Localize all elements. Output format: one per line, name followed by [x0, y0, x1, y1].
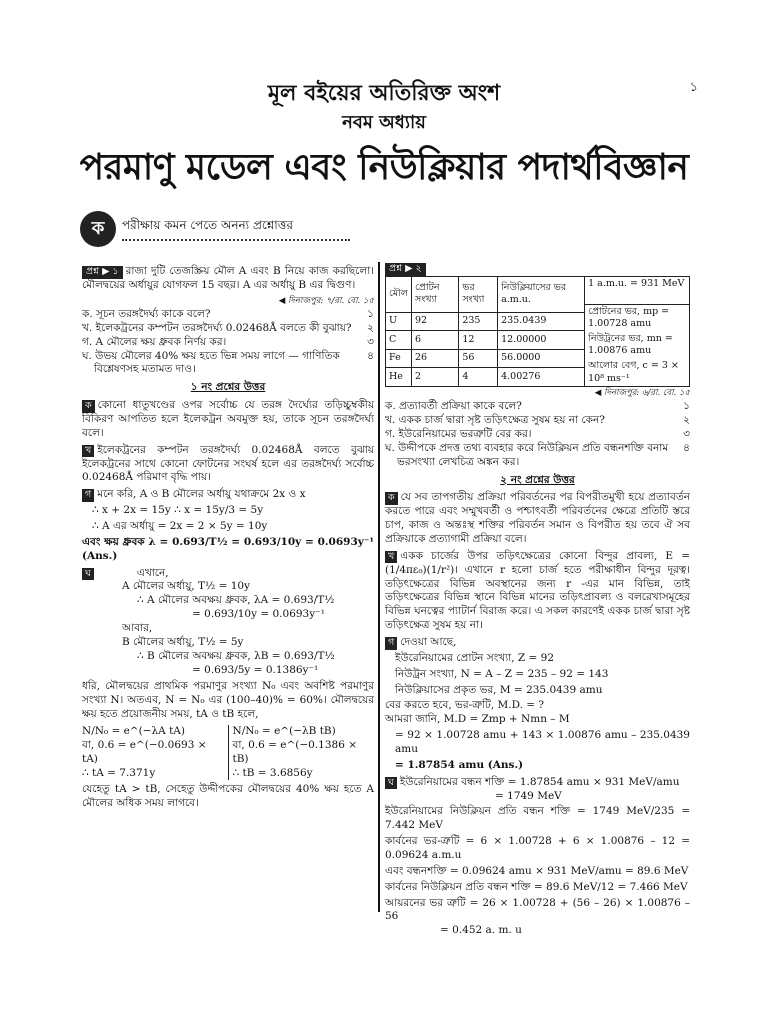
page-number: ১	[689, 80, 698, 95]
table-row: Fe 26 56 56.0000	[386, 349, 585, 368]
supertitle: মূল বইয়ের অতিরিক্ত অংশ	[267, 81, 501, 106]
q1-source: ◀ দিনাজপুর: ৭/রা. বো. ১৫	[278, 295, 374, 306]
q2-answer-gh: ঘ ইউরেনিয়ামের বন্ধন শক্তি = 1.87854 amu × 931 MeV/amu = 1749 MeV ইউরেনিয়ামের নিউক্লিয়ন প্রতি বন্ধন শক্তি = 1749 MeV/235 = 7.442 MeV কার্বনের ভর-ত্রুটি = 6 × 1.00728 + 6 × 1.00876 – 12 = 0.09624 a.m.u এবং বন্ধনশক্তি = 0.09624 amu × 931 MeV/amu = 89.6 MeV কার্বনের নিউক্লিয়ন প্রতি বন্ধন শক্তি = 89.6 MeV/12 = 7.466 MeV আয়রনের ভর ত্রুটি = 26 × 1.00728 + (56 – 26) × 1.00876 – 56 = 0.452 a. m. u	[385, 775, 690, 937]
table-row: C 6 12 12.00000	[386, 331, 585, 350]
q2-data	[385, 276, 690, 387]
q2-tag-line	[385, 262, 690, 276]
q1-stem: প্রশ্ন ▶ ১ রাজা দুটি তেজস্ক্রিয় মৌল A এবং B নিয়ে কাজ করছিলো। মৌলদ্বয়ের অর্ধায়ুর যোগফল 15 বছর। A এর অর্ধায়ু B এর দ্বিগুণ।	[82, 265, 374, 291]
q1-part: ঘ. উভয় মৌলের 40% ক্ষয় হতে ভিন্ন সময় লাগে — গাণিতিক বিশ্লেষণসহ মতামত দাও। ৪	[82, 349, 374, 376]
q2-answer-k: ক যে সব তাপগতীয় প্রক্রিয়া পরিবর্তনের পর বিপরীতমুখী হয়ে প্রত্যাবর্তন করতে পারে এবং সম্মুখবর্তী ও পশ্চাৎবর্তী পরিবর্তনের ক্ষেত্রে প্রতিটি স্তরে চাপ, কাজ ও অন্তঃস্থ শক্তির পরিবর্তন সমান ও বিপরীত হয় তবে ঐ সব প্রক্রিয়াকে প্রত্যাগামী প্রক্রিয়া বলে।	[385, 491, 690, 545]
q1-answer-k: ক কোনো ধাতুখণ্ডের ওপর সর্বোচ্চ যে তরঙ্গ দৈর্ঘ্যের তড়িচ্চুম্বকীয় বিকিরণ আপতিত হলে ইলেকট্রন অবমুক্ত হয়, তাকে সূচন তরঙ্গদৈর্ঘ্য বলে।	[82, 399, 374, 439]
q2-answer-kh: খ একক চার্জের উপর তড়িৎক্ষেত্রের কোনো বিন্দুর প্রাবল্য, E = (1/4πε₀)(1/r²)। এখানে r হলো চার্জ হতে পরীক্ষাধীন বিন্দুর দূরত্ব। তড়িৎক্ষেত্রের বিভিন্ন অবস্থানের জন্য r -এর মান বিভিন্ন, তাই তড়িৎক্ষেত্রের বিভিন্ন স্থানে বিভিন্ন মানের তড়িৎপ্রাবল্য ও বলরেখাসমূহের বিভিন্ন ঘনত্বের প্যাটার্ন বিরাজ করে। এ সকল কারণেই একক চার্জ দ্বারা সৃষ্ট তড়িৎক্ষেত্র সুষম হয় না।	[385, 549, 690, 632]
q1-part: ক. সূচন তরঙ্গদৈর্ঘ্য কাকে বলে? ১	[82, 307, 374, 320]
left-column	[82, 262, 374, 814]
brand-logo-icon: ক	[80, 211, 116, 247]
q1-gh-para: ধরি, মৌলদ্বয়ের প্রাথমিক পরমাণুর সংখ্যা N₀ এবং অবশিষ্ট পরমাণুর সংখ্যা N। অতএব, N = N₀ এর (100–40)% = 60%। মৌলদ্বয়ের ক্ষয় হতে প্রয়োজনীয় সময়, tA ও tB হলে,	[82, 680, 374, 721]
table-row: He 2 4 4.00276	[386, 368, 585, 387]
chapter-heading: নবম অধ্যায়	[342, 112, 426, 133]
q2-constants: 1 a.m.u. = 931 MeV প্রোটনের ভর, mp = 1.00728 amu নিউট্রনের ভর, mn = 1.00876 amu আলোর বেগ, c = 3 × 10⁸ ms⁻¹	[585, 276, 690, 387]
q2-tag: প্রশ্ন ▶ ২	[385, 263, 426, 276]
q1-answer-kh: খ ইলেকট্রনের কম্পটন তরঙ্গদৈর্ঘ্য 0.02468Å বলতে বুঝায় ইলেকট্রনের সাথে কোনো ফোটনের সংঘর্ষ হলে এর তরঙ্গদৈর্ঘ্য সর্বোচ্চ 0.02468Å পরিমাণ বৃদ্ধি পায়।	[82, 443, 374, 484]
q1-answer-heading: ১ নং প্রশ্নের উত্তর	[190, 381, 266, 394]
banner-text: পরীক্ষায় কমন পেতে অনন্য প্রশ্নোত্তর	[122, 217, 350, 241]
q1-part: খ. ইলেকট্রনের কম্পটন তরঙ্গদৈর্ঘ্য 0.02468Å বলতে কী বুঝায়? ২	[82, 321, 374, 334]
q2-parts	[385, 400, 690, 469]
q2-table	[385, 276, 585, 387]
table-row: U 92 235 235.0439	[386, 312, 585, 331]
right-column	[385, 262, 690, 941]
q1-tag: প্রশ্ন ▶ ১	[82, 266, 123, 279]
q2-source: ◀ দিনাজপুর: ৬/রা. বো. ১৫	[594, 388, 690, 399]
q2-answer-heading: ২ নং প্রশ্নের উত্তর	[500, 473, 575, 486]
q2-part: ঘ. উদ্দীপকে প্রদত্ত তথ্য ব্যবহার করে নিউক্লিয়ন প্রতি বন্ধনশক্তি বনাম ভরসংখ্যা লেখচিত্র অঙ্কন কর। ৪	[385, 441, 690, 468]
column-divider	[378, 262, 380, 912]
page-title: পরমাণু মডেল এবং নিউক্লিয়ার পদার্থবিজ্ঞান	[79, 147, 689, 188]
q2-answer-g: গ দেওয়া আছে, ইউরেনিয়ামের প্রোটন সংখ্যা, Z = 92 নিউট্রন সংখ্যা, N = A – Z = 235 – 92 = 143 নিউক্লিয়াসের প্রকৃত ভর, M = 235.0439 amu বের করতে হবে, ভর-ত্রুটি, M.D. = ? আমরা জানি, M.D = Zmp + Nmn – M = 92 × 1.00728 amu + 143 × 1.00876 amu – 235.0439 amu = 1.87854 amu (Ans.)	[385, 636, 690, 771]
section-banner	[80, 210, 350, 248]
q2-part: খ. একক চার্জ দ্বারা সৃষ্ট তড়িৎক্ষেত্র সুষম হয় না কেন? ২	[385, 414, 690, 427]
table-header-row: মৌল প্রোটন সংখ্যা ভর সংখ্যা নিউক্লিয়াসের ভর a.m.u.	[386, 276, 585, 312]
q2-part: ক. প্রত্যাবর্তী প্রক্রিয়া কাকে বলে? ১	[385, 400, 690, 413]
q1-answer-gh: ঘ এখানে, A মৌলের অর্ধায়ু, T½ = 10y ∴ A মৌলের অবক্ষয় ধ্রুবক, λA = 0.693/T½ = 0.693/10y = 0.0693y⁻¹ আবার, B মৌলের অর্ধায়ু, T½ = 5y ∴ B মৌলের অবক্ষয় ধ্রুবক, λB = 0.693/T½ = 0.693/5y = 0.1386y⁻¹	[82, 567, 374, 678]
q2-part: গ. ইউরেনিয়ামের ভরত্রুটি বের কর। ৩	[385, 427, 690, 440]
q1-answer-g: গ মনে করি, A ও B মৌলের অর্ধায়ু যথাক্রমে 2x ও x ∴ x + 2x = 15y ∴ x = 15y/3 = 5y ∴ A এর অর্ধায়ু = 2x = 2 × 5y = 10y এবং ক্ষয় ধ্রুবক λ = 0.693/T½ = 0.693/10y = 0.0693y⁻¹ (Ans.)	[82, 488, 374, 562]
q1-part: গ. A মৌলের ক্ষয় ধ্রুবক নির্ণয় কর। ৩	[82, 335, 374, 348]
q1-parts	[82, 308, 374, 377]
q1-gh-conclusion: যেহেতু tA > tB, সেহেতু উদ্দীপকের মৌলদ্বয়ের 40% ক্ষয় হতে A মৌলের অধিক সময় লাগবে।	[82, 783, 374, 810]
q1-gh-calc: N/N₀ = e^(−λA tA) বা, 0.6 = e^(−0.0693 × tA) ∴ tA = 7.371y N/N₀ = e^(−λB tB) বা, 0.6 = e^(−0.1386 × tB) ∴ tB = 3.6856y	[82, 725, 358, 779]
